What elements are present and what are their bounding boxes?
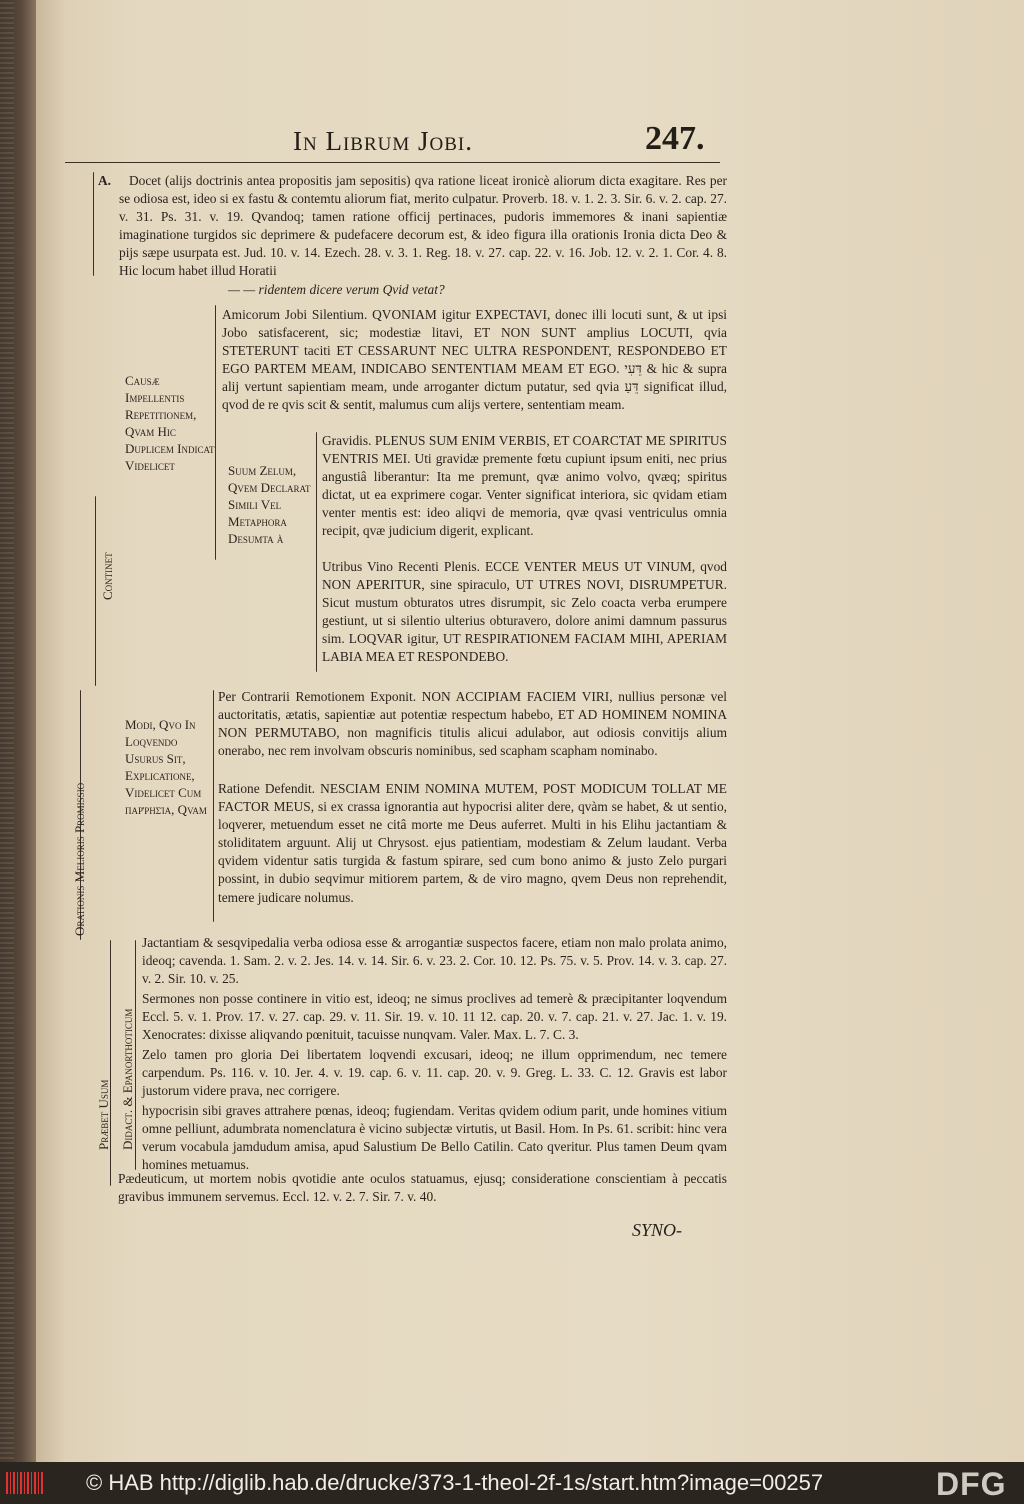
copyright-text: © HAB http://diglib.hab.de/drucke/373-1-theol-2f-1s/start.htm?image=00257	[86, 1470, 824, 1495]
label-praebet: Præbet Usum	[96, 1079, 111, 1150]
block-paedeuticum: Pædeuticum, ut mortem nobis qvotidie ante oculos statuamus, ejusq; consideratione conscientiam à peccatis gravibus immunem servemus. Eccl. 12. v. 2. 7. Sir. 7. v. 40.	[118, 1171, 727, 1205]
brace-modi	[213, 690, 214, 922]
label-modi: Modi, Qvo In Loqvendo Usurus Sit, Explicatione, Videlicet Cum παῤῥησία, Qvam	[125, 717, 207, 817]
brace-causae	[215, 305, 216, 560]
running-header	[255, 120, 975, 164]
hab-barcode-icon	[6, 1472, 44, 1494]
label-suum-zelum: Suum Zelum, Qvem Declarat Simili Vel Metaphora Desumta à	[228, 463, 311, 546]
brace-continet	[95, 496, 96, 686]
header-title: In Librum Jobi.	[293, 126, 473, 156]
section-marker-a: A.	[98, 173, 112, 188]
catchword: SYNO-	[632, 1220, 683, 1240]
horace-quote: — — ridentem dicere verum Qvid vetat?	[228, 282, 445, 297]
page-number: 247.	[645, 120, 705, 157]
block-zelo: Zelo tamen pro gloria Dei libertatem loqvendi excusari, ideoq; ne illum opprimendum, nec temere carpendum. Ps. 116. v. 10. Jer. 4. v. 19. cap. 6. v. 11. cap. 20. v. 9. Greg. L. 33. C. 12. Gravis est labor justorum videre prava, nec corrigere.	[142, 1047, 727, 1099]
brace-a	[93, 172, 94, 276]
block-ratione: Ratione Defendit. NESCIAM ENIM NOMINA MUTEM, POST MODICUM TOLLAT ME FACTOR MEUS, si ex crassa ignorantia aut hypocrisi aliter dere, qvàm se habet, & ut sentio, loqverer, metuendum esset ne citâ morte me Deus auferret. Multi in his Elihu jactantiam & stoliditatem arguunt. Alij ut Chrysost. ejus patientiam, modestiam & Zelum laudant. Verba qvidem videntur satis turgida & fastum spirare, sed cum bono animo & justo Zelo purgari possint, in dubio seqvimur mitiorem partem, & de viro magno, qvem Deus non reprehendit, temere judicare nolumus.	[218, 781, 727, 905]
block-jactantiam: Jactantiam & sesqvipedalia verba odiosa esse & arrogantiæ suspectos facere, etiam non malo prolata animo, ideoq; cavenda. 1. Sam. 2. v. 2. Jes. 14. v. 14. Sir. 6. v. 23. 2. Cor. 10. 12. Ps. 75. v. 5. Prov. 14. v. 3. cap. 27. v. 2. Sir. 10. v. 25.	[142, 935, 727, 987]
block-hypocrisin: hypocrisin sibi graves attrahere pœnas, ideoq; fugiendam. Veritas qvidem odium parit, unde homines vitium omne pelliunt, adumbrata nomenclatura è vicino subjectæ virtutis, ut Basil. Hom. In Ps. 61. scribit: hinc vera verum vocabula jamdudum amisa, apud Salustium De Bello Catilin. Cato qveritur. Plus tamen Deum qvam homines metuamus.	[142, 1103, 727, 1173]
label-didact: Didact. & Epanorthoticum	[120, 1008, 135, 1150]
section-a-text: Docet (alijs doctrinis antea propositis jam sepositis) qva ratione liceat ironicè aliorum dicta exagitare. Res per se odiosa est, ideo si ex fastu & contemtu aliorum fiat, merito culpatur. Proverb. 18. v. 1. 2. 3. Sir. 6. v. 2. cap. 27. v. 31. Ps. 31. v. 19. Qvandoq; tamen ratione officij pertinaces, pudoris immemores & inani sapientiæ imaginatione turgidos sic deprimere & pudefacere decorum est, & ideo figura illa orationis Ironia dicta Deo & pijs sæpe usurpata est. Jud. 10. v. 14. Ezech. 28. v. 3. 1. Reg. 18. v. 27. cap. 22. v. 16. Job. 12. v. 2. 1. Cor. 4. 8. Hic locum habet illud Horatii	[119, 173, 727, 279]
block-sermones: Sermones non posse continere in vitio est, ideoq; ne simus proclives ad temerè & præcipitanter loqvendum Eccl. 5. v. 1. Prov. 17. v. 27. cap. 29. v. 11. Sir. 19. v. 10. 11 12. cap. 20. v. 7. cap. 21. v. 27. Jac. 1. v. 19. Xenocrates: dixisse aliqvando pœnituit, tacuisse nunqvam. Valer. Max. L. 7. C. 3.	[142, 991, 727, 1043]
block-gravidis: Gravidis. PLENUS SUM ENIM VERBIS, ET COARCTAT ME SPIRITUS VENTRIS MEI. Uti gravidæ premente fœtu cupiunt ipsum eniti, nec prius angustiâ liberantur: Ita me premunt, qvæ animo volvo, qvæq; spiritus dictat, ut ea exprimere cogar. Venter significat interiora, sic qvidam etiam venter mentis est: ideo aliqvi de memoria, qvæ qvasi ventriculus omnia recipit, qvæ judicium digerit, explicant.	[322, 433, 727, 539]
brace-zelum	[316, 432, 317, 672]
label-continet: Continet	[100, 552, 115, 600]
header-rule	[65, 162, 720, 163]
book-spine	[0, 0, 36, 1462]
dfg-logo: DFG	[936, 1466, 1007, 1502]
block-utribus: Utribus Vino Recenti Plenis. ECCE VENTER MEUS UT VINUM, qvod NON APERITUR, sine spiraculo, UT UTRES NOVI, DISRUMPETUR. Sicut mustum obturatos utres disrumpit, sic Zelo coacta verba erumpere gestiunt, ut si silentio ulterius obturavero, dolore animi damnum passurus sim. LOQVAR igitur, UT RESPIRATIONEM FACIAM MIHI, APERIAM LABIA MEA ET RESPONDEBO.	[322, 559, 727, 665]
label-orationis: Orationis Melioris Promissio	[72, 782, 87, 936]
viewer-footer	[0, 1462, 1024, 1504]
block-amicorum: Amicorum Jobi Silentium. QVONIAM igitur EXPECTAVI, donec illi locuti sunt, & ut ipsi Jobo satisfacerent, sic; modestiæ litavi, ET NON SUNT amplius LOCUTI, qvia STETERUNT taciti ET CESSARUNT NEC ULTRA RESPONDENT, RESPONDEBO ET EGO PARTEM MEAM, INDICABO SENTENTIAM MEAM ET EGO. דֵּעִי & hic & supra alij vertunt sapientiam meam, unde arroganter dictum putatur, sed qvia דֵּעַ significat illud, qvod de re qvis scit & sentit, malumus cum alijs vertere, sententiam meam.	[222, 307, 727, 413]
block-per-contrarii: Per Contrarii Remotionem Exponit. NON ACCIPIAM FACIEM VIRI, nullius personæ vel auctoritatis, ætatis, sapientiæ aut potentiæ respectum habebo, ET AD HOMINEM NOMINA NON PERMUTABO, non magnificis titulis alicui adulabor, aut odiosis convitijs alium onerabo, nec rem involvam obscuris nominibus, sed scapham scapham nominabo.	[218, 689, 727, 759]
label-causae: Causæ Impellentis Repetitionem, Qvam Hic Duplicem Indicat Videlicet	[125, 373, 215, 473]
